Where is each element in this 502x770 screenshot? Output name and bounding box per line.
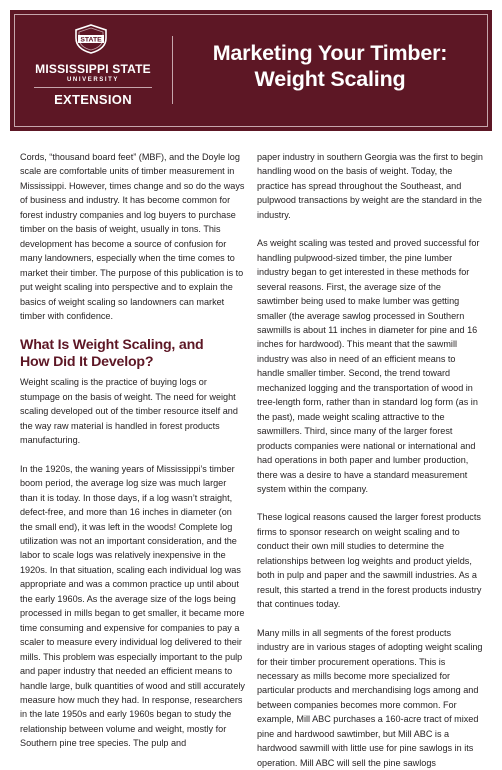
logo-extension: EXTENSION (54, 92, 132, 107)
body-paragraph: These logical reasons caused the larger forest products firms to sponsor research on weight scaling and to conduct their own mill studies to determine the relationships between log weights and product yields, both in pulp and paper and the sawmill industries. As a result, this started a trend in the forest products industry that continues today. (257, 512, 482, 610)
section-heading (20, 337, 246, 370)
title-line-1: Marketing Your Timber: (212, 41, 448, 65)
right-column (257, 150, 484, 770)
body-paragraph: Many mills in all segments of the forest products industry are in various stages of adopting weight scaling for their timber procurement operations. This is necessary as mills become more specialized for particular products and merchandising logs among and between companies becomes more common. For example, Mill ABC purchases a 160-acre tract of mixed pine and hardwood sawtimber, but Mill ABC is a hardwood sawmill with little use for pine sawlogs in its operation. Mill ABC will sell the pine sawlogs (257, 627, 483, 768)
body-paragraph: paper industry in southern Georgia was the first to begin handling wood on the basis of weight. Today, the practice has spread throughout the Southeast, and pulpwood transactions by weight are the standard in the industry. (257, 152, 483, 220)
state-seal-icon (73, 24, 109, 54)
title-line-2: Weight Scaling (254, 67, 406, 91)
intro-paragraph: Cords, “thousand board feet” (MBF), and the Doyle log scale are comfortable units of timber measurement in Mississippi. However, times change and so do the ways of business and industry. It has become common for forest industry companies and log buyers to purchase timber on the basis of weight, usually in tons. This development has become a source of confusion for many landowners, especially when the time comes to market their timber. The purpose of this publication is to put weight scaling into perspective and to explain the basics of weight scaling so landowners can market timber with confidence. (20, 152, 245, 321)
body-paragraph: In the 1920s, the waning years of Mississippi’s timber boom period, the average log size was much larger than it is today. In those days, if a log wasn’t straight, defect-free, and more than 16 inches in diameter (on the small end), it was left in the woods! Complete log utilization was not an important consideration, and the labor to scale logs was relatively inexpensive in the 1920s. In that situation, scaling each individual log was appropriate and was a common practice up until about the early 1960s. As the average size of the logs being processed in mills began to get smaller, it became more time consuming and expensive for companies to pay a scaler to measure every individual log delivered to their mills. This problem was especially important to the pulp and paper industry that needed an efficient means to handle large, bulk quantities of wood and still accurately measure how much they had. In response, researchers in the late 1950s and early 1960s began to study the relationship between volume and weight, mostly for Southern pine tree species. The pulp and (20, 463, 245, 749)
header-banner (0, 0, 502, 142)
page-title (176, 40, 484, 92)
body-paragraph: Weight scaling is the practice of buying logs or stumpage on the basis of weight. The need for weight scaling developed out of the timber resource itself and the way raw material is handled in forest products manufacturing. (20, 377, 238, 446)
body-paragraph: As weight scaling was tested and proved successful for handling pulpwood-sized timber, the pine lumber industry began to get interested in these methods for several reasons. First, the average size of the sawtimber being used to make lumber was getting smaller (the average sawlog processed in Southern sawmills is about 11 inches in diameter for pine and 16 inches for hardwood). This meant that the sawmill industry was also in need of an efficient means to handle smaller timber. Second, the trend toward mechanized logging and the transportation of wood in tree-length form, rather than in standard log form (as in the past), made weight scaling attractive to the sawmillers. Third, since many of the larger forest products companies were national or international and had operations in both paper and lumber production, there was a desire to have a standard measurement system within the company. (257, 238, 480, 494)
banner-vertical-divider (172, 36, 173, 104)
msu-extension-logo (28, 24, 158, 124)
left-column (20, 150, 246, 751)
logo-divider (34, 87, 152, 88)
logo-university-name: MISSISSIPPI STATE (35, 62, 151, 76)
heading-line-2: How Did It Develop? (20, 353, 154, 370)
logo-university-word: UNIVERSITY (66, 77, 119, 83)
seal-text: STATE (80, 36, 102, 44)
heading-line-1: What Is Weight Scaling, and (20, 337, 204, 354)
banner-frame (10, 10, 492, 131)
